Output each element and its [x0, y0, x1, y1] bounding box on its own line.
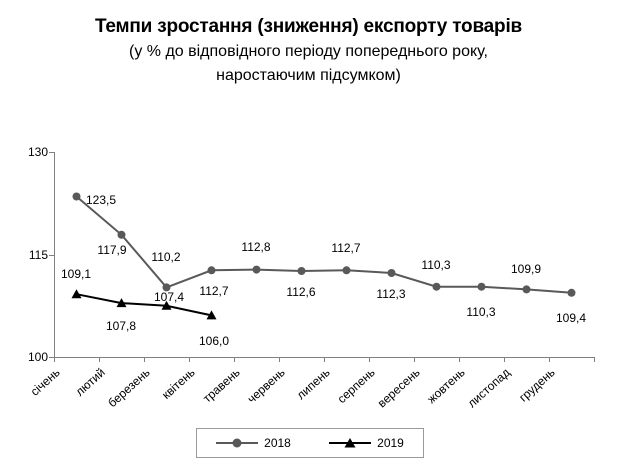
- x-tick-mark: [549, 357, 550, 362]
- x-axis-label: березень: [105, 365, 153, 411]
- legend-label-2019: 2019: [377, 436, 404, 450]
- x-tick-mark: [234, 357, 235, 362]
- y-tick-label: 115: [28, 247, 48, 262]
- legend-marker-circle-icon: [216, 437, 258, 449]
- legend-item-2019[interactable]: [329, 437, 404, 449]
- series-2018-point: [253, 266, 261, 274]
- chart-title: Темпи зростання (зниження) експорту товарів: [94, 16, 523, 37]
- x-tick-mark: [369, 357, 370, 362]
- x-axis-label: жовтень: [424, 365, 468, 407]
- series-2018-point: [523, 285, 531, 293]
- x-axis-label: червень: [244, 365, 288, 407]
- series-2018-line: [77, 197, 572, 293]
- data-label: 109,4: [555, 311, 587, 325]
- data-label: 109,1: [60, 267, 92, 281]
- data-label: 107,4: [153, 290, 185, 304]
- series-2018-point: [388, 269, 396, 277]
- legend-item-2018[interactable]: [216, 437, 291, 449]
- x-tick-mark: [54, 357, 55, 362]
- x-tick-mark: [324, 357, 325, 362]
- series-2018-point: [568, 289, 576, 297]
- x-tick-mark: [279, 357, 280, 362]
- chart-title-block: [0, 14, 617, 88]
- series-2018-point: [73, 193, 81, 201]
- y-tick-label: 100: [27, 350, 48, 364]
- series-2018-point: [118, 231, 126, 239]
- x-axis-label: грудень: [516, 365, 558, 405]
- x-axis-label: лютий: [72, 365, 108, 399]
- series-2019-line: [77, 294, 212, 315]
- data-label: 112,6: [286, 285, 316, 299]
- data-label: 112,8: [241, 240, 271, 254]
- series-2019-point: [72, 289, 82, 298]
- data-label: 123,5: [85, 193, 117, 207]
- series-2018-point: [478, 283, 486, 291]
- x-axis-label: листопад: [464, 365, 513, 411]
- data-label: 110,3: [466, 305, 496, 319]
- x-axis-label: січень: [27, 365, 63, 399]
- data-label: 117,9: [97, 243, 127, 257]
- data-label: 107,8: [105, 319, 137, 333]
- x-axis-label: вересень: [374, 365, 423, 411]
- x-axis-label: квітень: [159, 365, 198, 402]
- series-2018-point: [433, 283, 441, 291]
- data-label: 109,9: [510, 262, 542, 276]
- x-axis-label: серпень: [334, 365, 378, 407]
- data-label: 112,3: [376, 287, 406, 301]
- plot-area: [27, 145, 594, 411]
- data-label: 112,7: [331, 241, 361, 255]
- x-axis-label: травень: [200, 365, 243, 406]
- chart-subtitle-line1: (у % до відповідного періоду попереднього року,: [129, 43, 488, 60]
- x-tick-mark: [414, 357, 415, 362]
- legend-label-2018: 2018: [264, 436, 291, 450]
- series-2018-point: [298, 267, 306, 275]
- data-label: 110,2: [151, 250, 181, 264]
- series-2018-point: [208, 266, 216, 274]
- data-label: 106,0: [198, 334, 230, 348]
- chart-subtitle-line2: наростаючим підсумком): [216, 67, 401, 84]
- x-tick-mark: [594, 357, 595, 362]
- series-2018-point: [343, 266, 351, 274]
- x-tick-mark: [189, 357, 190, 362]
- x-tick-mark: [144, 357, 145, 362]
- x-tick-mark: [504, 357, 505, 362]
- x-tick-mark: [99, 357, 100, 362]
- legend-marker-triangle-icon: [329, 437, 371, 449]
- x-tick-mark: [459, 357, 460, 362]
- x-axis-label: липень: [293, 365, 333, 403]
- data-label: 110,3: [421, 258, 451, 272]
- data-label: 112,7: [199, 284, 229, 298]
- y-tick-label: 130: [27, 145, 48, 159]
- chart-legend: [196, 428, 424, 458]
